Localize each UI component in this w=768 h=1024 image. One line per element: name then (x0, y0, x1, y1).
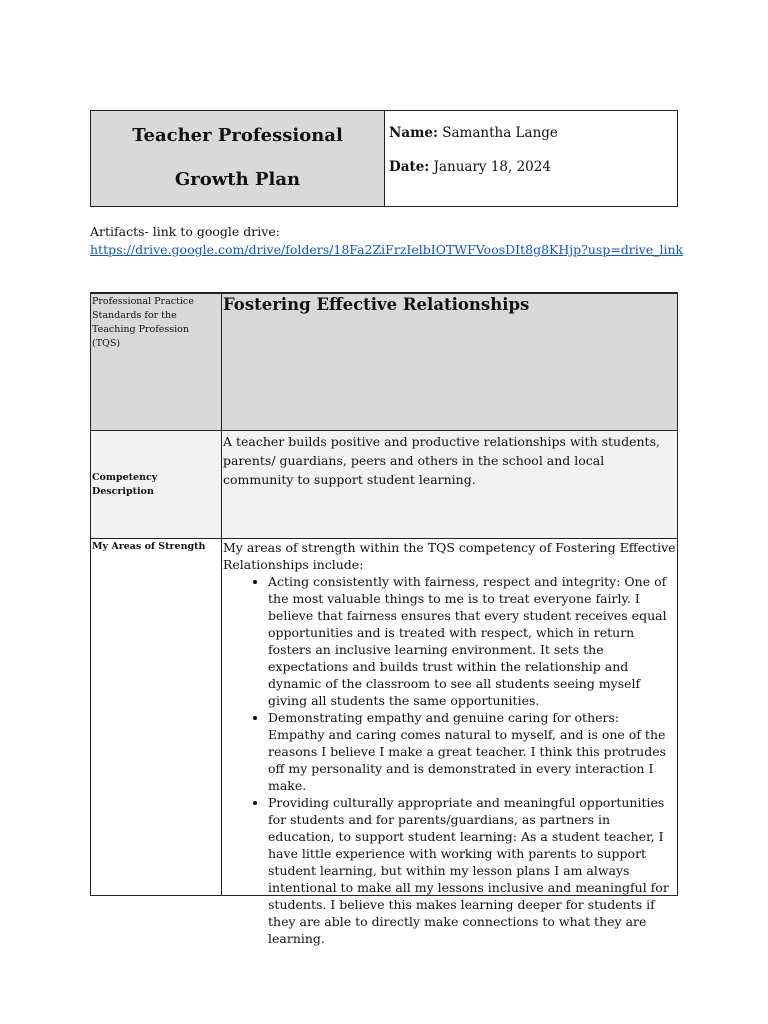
title-cell (91, 111, 385, 206)
header-table (90, 110, 678, 207)
drive-link[interactable]: https://drive.google.com/drive/folders/18Fa2ZiFrzIelbIOTWFVoosDIt8g8KHjp?usp=drive_link (90, 242, 684, 257)
name-row (389, 125, 677, 141)
document-title-line1: Teacher Professional (132, 125, 343, 146)
artifacts-section (90, 223, 683, 259)
tqs-title: Fostering Effective Relationships (223, 295, 530, 314)
competency-table (90, 292, 678, 946)
list-item: • Providing culturally appropriate and meaningful opportunities for students and for parents/guardians, as partners in education, to support student learning: As a student teacher, I have little experience with working with parents to support student learning, but within my lesson plans I am always intentional to make all my lessons inclusive and meaningful for students. I believe this makes learning deeper for students if they are able to directly make connections to what they are learning. (268, 794, 676, 947)
date-value: January 18, 2024 (433, 159, 551, 175)
tqs-row (91, 294, 677, 431)
competency-label: Competency Description (91, 431, 222, 538)
tqs-label: Professional Practice Standards for the Teaching Profession (TQS) (91, 294, 222, 430)
name-value: Samantha Lange (442, 125, 558, 141)
date-label: Date: (389, 159, 430, 175)
artifacts-label: Artifacts- link to google drive: (90, 224, 280, 239)
competency-text: A teacher builds positive and productive relationships with students, parents/ guardians, peers and others in the school and local community to support student learning. (223, 434, 660, 487)
strengths-row (91, 539, 677, 946)
strengths-list (223, 573, 676, 947)
list-item: • Acting consistently with fairness, respect and integrity: One of the most valuable things to me is to treat everyone fairly. I believe that fairness ensures that every student receives equal opportunities and is treated with respect, which in return fosters an inclusive learning environment. It sets the expectations and builds trust within the relationship and dynamic of the classroom to see all students seeing myself giving all students the same opportunities. (268, 573, 676, 709)
list-item: • Demonstrating empathy and genuine caring for others: Empathy and caring comes natural to myself, and is one of the reasons I believe I make a great teacher. I think this protrudes off my personality and is demonstrated in every interaction I make. (268, 709, 676, 794)
strengths-label: My Areas of Strength (91, 539, 222, 895)
date-row (389, 159, 677, 175)
competency-row (91, 431, 677, 539)
document-title-line2: Growth Plan (174, 169, 301, 190)
name-label: Name: (389, 125, 438, 141)
strengths-intro: My areas of strength within the TQS competency of Fostering Effective Relationships include: (223, 540, 676, 572)
strengths-content (222, 539, 677, 946)
info-cell (385, 111, 677, 206)
